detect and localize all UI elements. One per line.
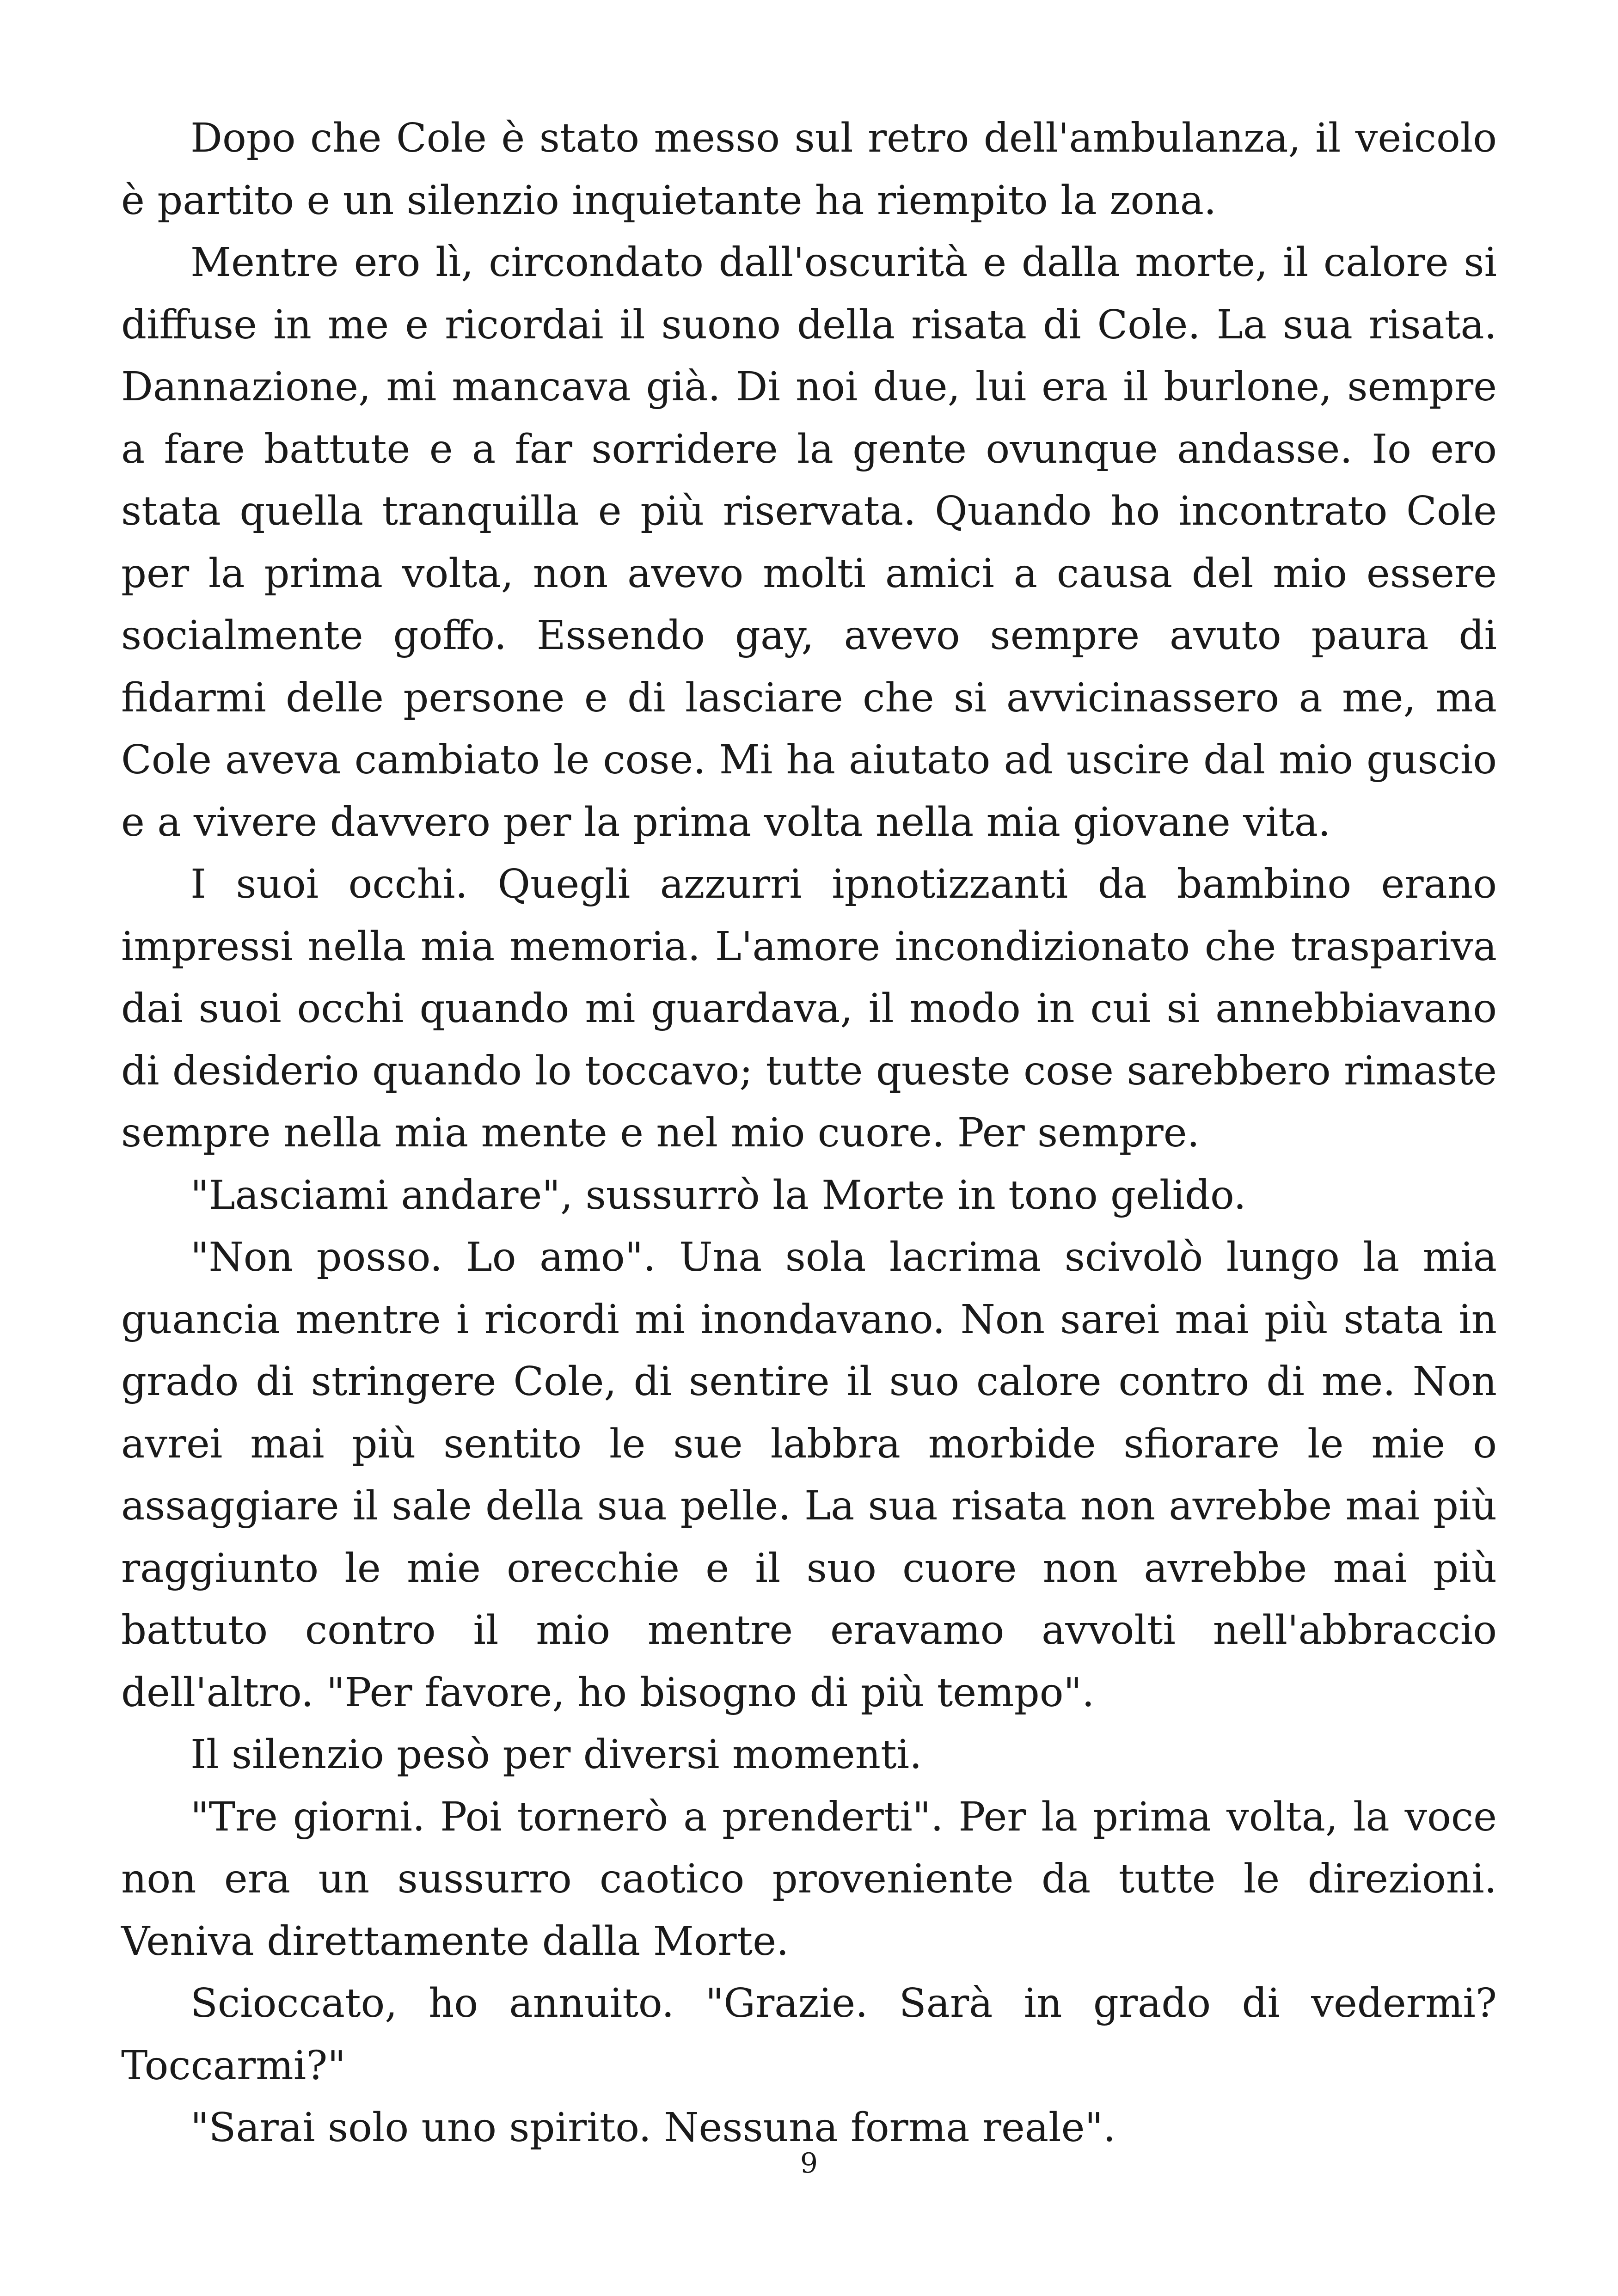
paragraph: "Tre giorni. Poi tornerò a prenderti". Per la prima volta, la voce non era un sussurro caotico proveniente da tutte le direzioni. Veniva direttamente dalla Morte. [121, 1794, 1497, 1965]
paragraph: "Non posso. Lo amo". Una sola lacrima scivolò lungo la mia guancia mentre i ricordi mi inondavano. Non sarei mai più stata in grado di stringere Cole, di sentire il suo calore contro di me. Non avrei mai più sentito le sue labbra morbide sfiorare le mie o assaggiare il sale della sua pelle. La sua risata non avrebbe mai più raggiunto le mie orecchie e il suo cuore non avrebbe mai più battuto contro il mio mentre eravamo avvolti nell'abbraccio dell'altro. "Per favore, ho bisogno di più tempo". [121, 1234, 1497, 1716]
paragraph: "Lasciami andare", sussurrò la Morte in tono gelido. [190, 1172, 1246, 1218]
paragraph: Il silenzio pesò per diversi momenti. [190, 1732, 922, 1778]
paragraph: Mentre ero lì, circondato dall'oscurità e dalla morte, il calore si diffuse in me e ricordai il suono della risata di Cole. La sua risata. Dannazione, mi mancava già. Di noi due, lui era il burlone, sempre a fare battute e a far sorridere la gente ovunque andasse. Io ero stata quella tranquilla e più riservata. Quando ho incontrato Cole per la prima volta, non avevo molti amici a causa del mio essere socialmente goffo. Essendo gay, avevo sempre avuto paura di fidarmi delle persone e di lasciare che si avvicinassero a me, ma Cole aveva cambiato le cose. Mi ha aiutato ad uscire dal mio guscio e a vivere davvero per la prima volta nella mia giovane vita. [121, 239, 1497, 845]
paragraph: Scioccato, ho annuito. "Grazie. Sarà in grado di vedermi? Toccarmi?" [121, 1980, 1497, 2089]
body-text [121, 107, 1497, 2159]
page-number: 9 [800, 2147, 818, 2180]
paragraph: "Sarai solo uno spirito. Nessuna forma reale". [190, 2105, 1116, 2151]
paragraph: Dopo che Cole è stato messo sul retro dell'ambulanza, il veicolo è partito e un silenzio inquietante ha riempito la zona. [121, 115, 1497, 224]
paragraph: I suoi occhi. Quegli azzurri ipnotizzanti da bambino erano impressi nella mia memoria. L'amore incondizionato che traspariva dai suoi occhi quando mi guardava, il modo in cui si annebbiavano di desiderio quando lo toccavo; tutte queste cose sarebbero rimaste sempre nella mia mente e nel mio cuore. Per sempre. [121, 861, 1497, 1156]
